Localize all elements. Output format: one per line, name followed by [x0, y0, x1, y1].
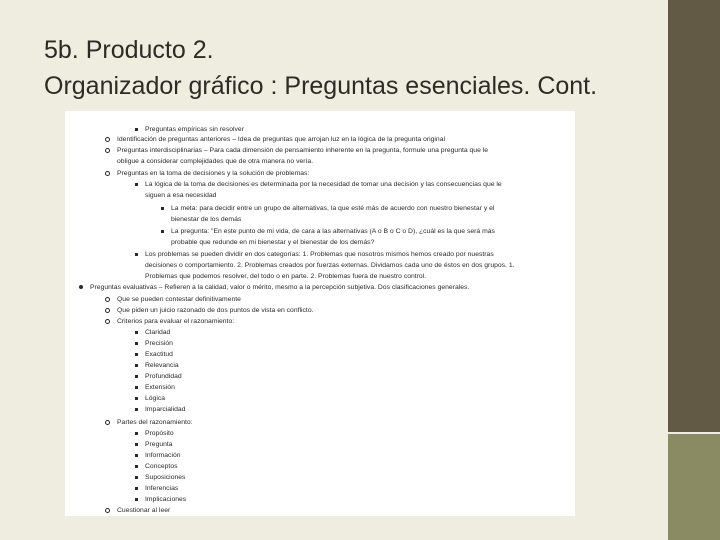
doc-line: Imparcialidad [145, 406, 186, 413]
doc-line: Identificación de preguntas anteriores – Idea de preguntas que arrojan luz en la lógica de la pregunta original [117, 136, 445, 143]
doc-line: Propósito [145, 430, 174, 437]
slide-title [44, 32, 654, 104]
doc-line: Relevancia [145, 362, 179, 369]
side-decoration-lower [668, 434, 720, 540]
doc-line: La meta: para decidir entre un grupo de alternativas, la que esté más de acuerdo con nuestro bienestar y el [171, 205, 495, 212]
doc-line: Partes del razonamiento: [117, 419, 193, 426]
doc-line: Conceptos [145, 463, 178, 470]
doc-line: La pregunta: "En este punto de mi vida, de cara a las alternativas (A o B o C o D), ¿cuál es la que será más [171, 228, 495, 235]
title-line-1: 5b. Producto 2. [44, 36, 214, 64]
doc-line: siguen a esa necesidad [145, 192, 217, 199]
doc-line: Inferencias [145, 485, 179, 492]
title-line-2: Organizador gráfico : Preguntas esenciales. Cont. [44, 72, 598, 100]
document-image [65, 111, 575, 516]
doc-line: Preguntas en la toma de decisiones y la solución de problemas: [117, 170, 310, 177]
doc-line: Que se pueden contestar definitivamente [117, 296, 241, 303]
doc-line: Precisión [145, 340, 173, 347]
doc-line: Pregunta [145, 441, 173, 448]
doc-line: Información [145, 452, 181, 459]
doc-line: Lógica [145, 395, 166, 402]
doc-line: bienestar de los demás [171, 216, 242, 223]
doc-line: decisiones o comportamiento. 2. Problemas creados por fuerzas externas. Dividamos cada uno de éstos en dos grupos. 1. [145, 262, 515, 269]
doc-line: Preguntas interdisciplinarias – Para cada dimensión de pensamiento inherente en la pregunta, formule una pregunta que le [117, 147, 489, 154]
doc-line: Implicaciones [145, 496, 187, 503]
doc-line: Criterios para evaluar el razonamiento: [117, 318, 235, 325]
doc-line: Preguntas empíricas sin resolver [145, 126, 244, 133]
doc-line: Cuestionar al leer [117, 507, 171, 514]
doc-line: obligue a considerar complejidades que de otra manera no vería. [117, 158, 314, 165]
doc-line: Problemas que podemos resolver, del todo o en parte. 2. Problemas fuera de nuestro control. [145, 273, 427, 280]
doc-line: Profundidad [145, 373, 182, 380]
doc-line: Exactitud [145, 351, 173, 358]
doc-line: Preguntas evaluativas – Refieren a la calidad, valor o mérito, mesmo a la percepción subjetiva. Dos clasificaciones generales. [90, 284, 470, 291]
doc-line: Los problemas se pueden dividir en dos categorías: 1. Problemas que nosotros mismos hemos creado por nuestras [145, 251, 494, 258]
doc-line: Claridad [145, 329, 171, 336]
doc-line: probable que redunde en mi bienestar y el bienestar de los demás? [171, 239, 375, 246]
doc-line: Suposiciones [145, 474, 186, 481]
doc-line: Extensión [145, 384, 175, 391]
doc-line: Que piden un juicio razonado de dos puntos de vista en conflicto. [117, 307, 314, 314]
doc-line: La lógica de la toma de decisiones es determinada por la necesidad de tomar una decisión y las consecuencias que le [145, 181, 502, 188]
